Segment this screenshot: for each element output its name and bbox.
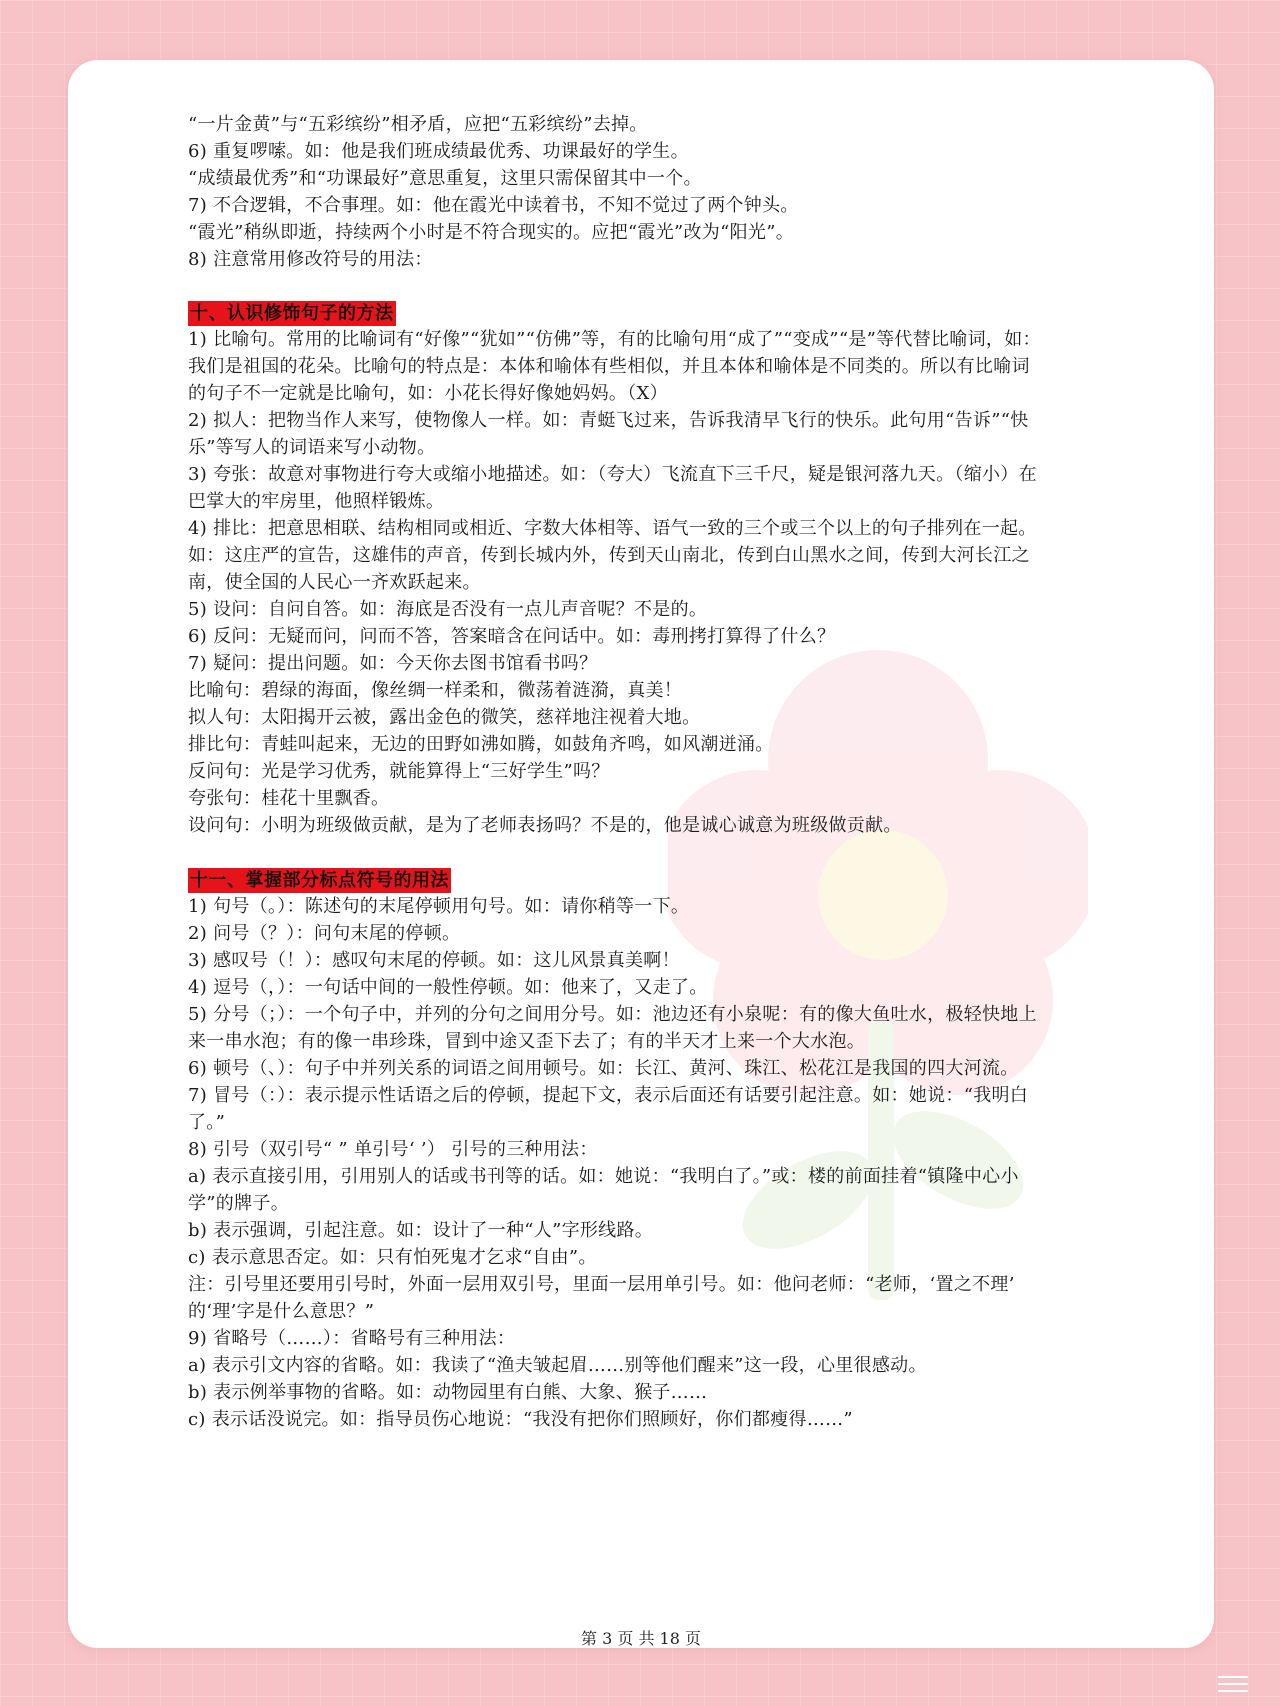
text-line: c) 表示意思否定。如：只有怕死鬼才乞求“自由”。 <box>188 1247 597 1268</box>
text-line: 8) 引号（双引号“ ” 单引号‘ ’） 引号的三种用法： <box>188 1139 598 1160</box>
text-line: 2) 问号（？）：问句末尾的停顿。 <box>188 923 461 944</box>
text-line: “一片金黄”与“五彩缤纷”相矛盾，应把“五彩缤纷”去掉。 <box>188 114 648 135</box>
text-line: 拟人句：太阳揭开云被，露出金色的微笑，慈祥地注视着大地。 <box>188 707 701 728</box>
text-line: 夸张句：桂花十里飘香。 <box>188 788 390 809</box>
document-page <box>68 60 1214 1648</box>
text-line: 9) 省略号（……）：省略号有三种用法： <box>188 1328 516 1349</box>
text-line: 反问句：光是学习优秀，就能算得上“三好学生”吗？ <box>188 761 610 782</box>
text-line: 5) 设问：自问自答。如：海底是否没有一点儿声音呢？不是的。 <box>188 599 708 620</box>
text-line: “霞光”稍纵即逝，持续两个小时是不符合现实的。应把“霞光”改为“阳光”。 <box>188 222 795 243</box>
section-heading-10: 十、认识修饰句子的方法 <box>190 303 394 324</box>
text-line: 3) 感叹号（！）：感叹句末尾的停顿。如：这儿风景真美啊！ <box>188 950 680 971</box>
text-line: 比喻句：碧绿的海面，像丝绸一样柔和，微荡着涟漪，真美！ <box>188 680 683 701</box>
text-line: c) 表示话没说完。如：指导员伤心地说：“我没有把你们照顾好，你们都瘦得……” <box>188 1409 853 1430</box>
text-line: 设问句：小明为班级做贡献，是为了老师表扬吗？不是的，他是诚心诚意为班级做贡献。 <box>188 815 902 836</box>
text-line: 4) 逗号（，）：一句话中间的一般性停顿。如：他来了，又走了。 <box>188 977 708 998</box>
text-line: 6) 顿号（、）：句子中并列关系的词语之间用顿号。如：长江、黄河、珠江、松花江是我国的四大河流。 <box>188 1058 1019 1079</box>
text-line: 7) 不合逻辑，不合事理。如：他在霞光中读着书，不知不觉过了两个钟头。 <box>188 195 799 216</box>
text-line: 的句子不一定就是比喻句，如：小花长得好像她妈妈。（X） <box>188 383 668 404</box>
text-line: 学”的牌子。 <box>188 1193 290 1214</box>
text-line: 2) 拟人：把物当作人来写，使物像人一样。如：青蜓飞过来，告诉我清早飞行的快乐。此句用“告诉”“快 <box>188 410 1029 431</box>
text-line: 1) 句号（。）：陈述句的末尾停顿用句号。如：请你稍等一下。 <box>188 896 690 917</box>
text-line: 8) 注意常用修改符号的用法： <box>188 249 433 270</box>
text-line: 5) 分号（；）：一个句子中，并列的分句之间用分号。如：池边还有小泉呢：有的像大鱼吐水，极轻快地上 <box>188 1004 1037 1025</box>
text-line: 了。” <box>188 1112 226 1133</box>
text-line: 7) 疑问：提出问题。如：今天你去图书馆看书吗？ <box>188 653 598 674</box>
text-line: 我们是祖国的花朵。比喻句的特点是：本体和喻体有些相似，并且本体和喻体是不同类的。所以有比喻词 <box>188 356 1030 377</box>
text-line: 南，使全国的人民心一齐欢跃起来。 <box>188 572 481 593</box>
page-number: 第 3 页 共 18 页 <box>581 1629 701 1648</box>
text-line: a) 表示引文内容的省略。如：我读了“渔夫皱起眉……别等他们醒来”这一段，心里很感动。 <box>188 1355 927 1376</box>
text-line: b) 表示强调，引起注意。如：设计了一种“人”字形线路。 <box>188 1220 654 1241</box>
text-line: 如：这庄严的宣告，这雄伟的声音，传到长城内外，传到天山南北，传到白山黑水之间，传到大河长江之 <box>188 545 1030 566</box>
text-line: 的‘理’字是什么意思？” <box>188 1301 375 1322</box>
section-heading-11: 十一、掌握部分标点符号的用法 <box>190 870 449 891</box>
text-line: 6) 重复啰嗦。如：他是我们班成绩最优秀、功课最好的学生。 <box>188 141 689 162</box>
text-line: 3) 夸张：故意对事物进行夸大或缩小地描述。如：（夸大）飞流直下三千尺，疑是银河落九天。（缩小）在 <box>188 464 1037 485</box>
text-line: a) 表示直接引用，引用别人的话或书刊等的话。如：她说：“我明白了。”或：楼的前面挂着“镇隆中心小 <box>188 1166 1019 1187</box>
text-line: 7) 冒号（：）：表示提示性话语之后的停顿，提起下文，表示后面还有话要引起注意。如：她说：“我明白 <box>188 1085 1029 1106</box>
text-line: 注：引号里还要用引号时，外面一层用双引号，里面一层用单引号。如：他问老师：“老师，‘置之不理’ <box>188 1274 1015 1295</box>
text-line: 巴掌大的牢房里，他照样锻炼。 <box>188 491 445 512</box>
text-line: 乐”等写人的词语来写小动物。 <box>188 437 436 458</box>
text-line: 6) 反问：无疑而问，问而不答，答案暗含在问话中。如：毒刑拷打算得了什么？ <box>188 626 836 647</box>
text-line: 排比句：青蛙叫起来，无边的田野如沸如腾，如鼓角齐鸣，如风潮迸涌。 <box>188 734 774 755</box>
text-line: 1) 比喻句。常用的比喻词有“好像”“犹如”“仿佛”等，有的比喻句用“成了”“变成”“是”等代替比喻词，如： <box>188 329 1041 350</box>
menu-icon[interactable] <box>1218 1676 1248 1694</box>
text-line: b) 表示例举事物的省略。如：动物园里有白熊、大象、猴子…… <box>188 1382 708 1403</box>
text-line: “成绩最优秀”和“功课最好”意思重复，这里只需保留其中一个。 <box>188 168 702 189</box>
text-line: 来一串水泡；有的像一串珍珠，冒到中途又歪下去了；有的半天才上来一个大水泡。 <box>188 1031 866 1052</box>
text-line: 4) 排比：把意思相联、结构相同或相近、字数大体相等、语气一致的三个或三个以上的句子排列在一起。 <box>188 518 1037 539</box>
